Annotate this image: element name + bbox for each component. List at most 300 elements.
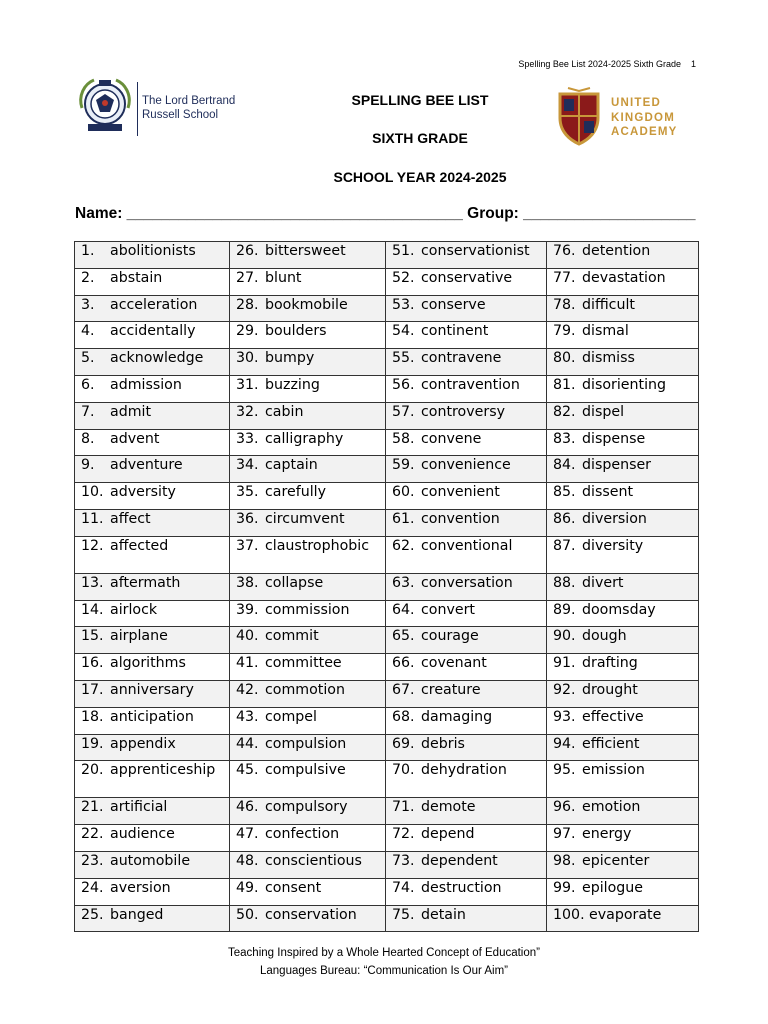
table-row (75, 375, 699, 402)
list-title: SPELLING BEE LIST (351, 92, 489, 108)
word-cell (75, 825, 230, 852)
table-row (75, 573, 699, 600)
word-text: convenience (421, 457, 511, 474)
word-number: 66. (392, 655, 415, 672)
word-text: airlock (110, 601, 158, 618)
word-number: 36. (236, 510, 259, 527)
word-cell (75, 536, 230, 573)
word-number: 86. (553, 510, 576, 527)
word-number: 64. (392, 601, 415, 618)
word-cell (386, 825, 547, 852)
footer-bureau: Languages Bureau: “Communication Is Our Aim” (259, 965, 508, 977)
word-number: 80. (553, 350, 576, 367)
word-cell (386, 268, 547, 295)
table-row (75, 322, 699, 349)
word-text: anniversary (110, 681, 194, 698)
word-text: adventure (110, 457, 183, 474)
table-row (75, 905, 699, 932)
word-number: 61. (392, 510, 415, 527)
word-text: damaging (421, 708, 493, 725)
word-number: 96. (553, 799, 576, 816)
word-text: epicenter (582, 852, 650, 869)
word-cell (230, 268, 386, 295)
table-row (75, 878, 699, 905)
word-text: buzzing (265, 376, 320, 393)
word-cell (75, 707, 230, 734)
word-text: dough (582, 628, 627, 645)
word-text: divert (582, 574, 624, 591)
word-cell (547, 242, 699, 269)
word-cell (547, 456, 699, 483)
word-cell (386, 851, 547, 878)
word-text: bookmobile (265, 296, 348, 313)
word-number: 68. (392, 708, 415, 725)
word-number: 97. (553, 826, 576, 843)
table-row (75, 349, 699, 376)
word-number: 88. (553, 574, 576, 591)
table-row (75, 456, 699, 483)
word-text: detention (582, 243, 651, 259)
word-number: 6. (81, 376, 95, 393)
word-number: 87. (553, 537, 576, 554)
word-number: 67. (392, 681, 415, 698)
word-cell (75, 456, 230, 483)
word-text: emission (582, 762, 645, 779)
word-number: 21. (81, 799, 104, 816)
word-text: dismal (582, 323, 629, 340)
word-text: drafting (582, 655, 638, 672)
word-number: 57. (392, 403, 415, 420)
word-text: evaporate (589, 906, 662, 923)
word-number: 46. (236, 799, 259, 816)
word-text: audience (110, 826, 175, 843)
word-number: 93. (553, 708, 576, 725)
word-cell (547, 322, 699, 349)
word-number: 98. (553, 852, 576, 869)
word-cell (547, 268, 699, 295)
word-number: 22. (81, 826, 104, 843)
table-row (75, 654, 699, 681)
word-number: 5. (81, 350, 95, 367)
word-number: 70. (392, 762, 415, 779)
word-text: contravene (421, 350, 502, 367)
table-row (75, 509, 699, 536)
word-text: banged (110, 906, 164, 923)
word-number: 56. (392, 376, 415, 393)
word-cell (230, 627, 386, 654)
word-number: 12. (81, 537, 104, 554)
table-row (75, 798, 699, 825)
word-text: abolitionists (110, 243, 196, 259)
word-cell (75, 878, 230, 905)
word-number: 50. (236, 906, 259, 923)
word-cell (386, 627, 547, 654)
table-row (75, 295, 699, 322)
word-text: compulsion (265, 735, 347, 752)
word-cell (230, 483, 386, 510)
word-cell (75, 798, 230, 825)
word-number: 82. (553, 403, 576, 420)
word-text: advent (110, 430, 160, 447)
word-cell (547, 798, 699, 825)
word-text: artificial (110, 799, 168, 816)
word-number: 37. (236, 537, 259, 554)
word-text: convenient (421, 484, 500, 501)
word-text: conservationist (421, 243, 530, 259)
word-text: convention (421, 510, 500, 527)
word-cell (75, 349, 230, 376)
academy-name-line3: ACADEMY (611, 126, 678, 138)
word-text: affected (110, 537, 169, 554)
word-number: 38. (236, 574, 259, 591)
word-cell (547, 402, 699, 429)
word-cell (230, 295, 386, 322)
word-cell (230, 242, 386, 269)
word-number: 2. (81, 269, 95, 286)
word-cell (230, 322, 386, 349)
word-number: 42. (236, 681, 259, 698)
word-cell (386, 905, 547, 932)
word-number: 77. (553, 269, 576, 286)
running-header (518, 59, 696, 69)
word-text: doomsday (582, 601, 656, 618)
word-cell (75, 851, 230, 878)
word-cell (547, 654, 699, 681)
word-cell (75, 268, 230, 295)
word-text: difficult (582, 296, 635, 313)
word-number: 53. (392, 296, 415, 313)
word-number: 1. (81, 243, 95, 259)
word-number: 71. (392, 799, 415, 816)
word-cell (386, 429, 547, 456)
word-cell (386, 734, 547, 761)
word-text: collapse (265, 574, 324, 591)
word-text: conversation (421, 574, 513, 591)
word-cell (386, 707, 547, 734)
word-text: bumpy (265, 350, 315, 367)
word-cell (386, 402, 547, 429)
page-number: 1 (690, 59, 696, 69)
word-text: diversion (582, 510, 647, 527)
word-number: 75. (392, 906, 415, 923)
word-number: 23. (81, 852, 104, 869)
word-text: compel (265, 708, 317, 725)
word-number: 28. (236, 296, 259, 313)
word-number: 32. (236, 403, 259, 420)
school-name (142, 94, 235, 122)
word-number: 47. (236, 826, 259, 843)
word-text: apprenticeship (110, 762, 216, 779)
school-crest-icon (74, 74, 136, 140)
word-cell (75, 402, 230, 429)
word-text: creature (421, 681, 481, 698)
word-text: abstain (110, 269, 163, 286)
word-text: covenant (421, 655, 487, 672)
word-text: affect (110, 510, 151, 527)
word-text: blunt (265, 269, 302, 286)
word-text: adversity (110, 484, 176, 501)
academy-name (611, 96, 678, 140)
word-cell (547, 509, 699, 536)
word-text: appendix (110, 735, 176, 752)
word-number: 10. (81, 484, 104, 501)
word-number: 41. (236, 655, 259, 672)
word-text: automobile (110, 852, 191, 869)
word-text: claustrophobic (265, 537, 370, 554)
word-text: algorithms (110, 655, 186, 672)
word-number: 76. (553, 243, 576, 259)
word-cell (547, 707, 699, 734)
word-number: 19. (81, 735, 104, 752)
word-text: aftermath (110, 574, 181, 591)
word-text: consent (265, 879, 322, 896)
word-text: destruction (421, 879, 502, 896)
word-cell (75, 509, 230, 536)
word-number: 3. (81, 296, 95, 313)
word-text: conventional (421, 537, 513, 554)
word-number: 59. (392, 457, 415, 474)
word-cell (386, 600, 547, 627)
word-number: 34. (236, 457, 259, 474)
word-cell (230, 734, 386, 761)
word-text: debris (421, 735, 465, 752)
word-text: anticipation (110, 708, 194, 725)
table-row (75, 483, 699, 510)
word-text: efficient (582, 735, 640, 752)
word-text: conservative (421, 269, 513, 286)
word-number: 81. (553, 376, 576, 393)
word-text: compulsive (265, 762, 346, 779)
word-cell (547, 349, 699, 376)
word-number: 33. (236, 430, 259, 447)
word-text: dispense (582, 430, 646, 447)
word-number: 83. (553, 430, 576, 447)
word-number: 69. (392, 735, 415, 752)
word-cell (547, 429, 699, 456)
word-number: 16. (81, 655, 104, 672)
word-cell (230, 905, 386, 932)
word-cell (230, 429, 386, 456)
word-number: 52. (392, 269, 415, 286)
school-year-title: SCHOOL YEAR 2024-2025 (333, 169, 507, 185)
word-number: 79. (553, 323, 576, 340)
word-cell (386, 798, 547, 825)
word-cell (75, 375, 230, 402)
word-cell (547, 825, 699, 852)
word-text: depend (421, 826, 475, 843)
word-number: 44. (236, 735, 259, 752)
table-row (75, 402, 699, 429)
word-text: commotion (265, 681, 345, 698)
word-number: 100. (553, 906, 585, 923)
word-cell (386, 536, 547, 573)
word-number: 90. (553, 628, 576, 645)
table-row (75, 429, 699, 456)
word-number: 84. (553, 457, 576, 474)
word-text: commission (265, 601, 350, 618)
word-cell (75, 429, 230, 456)
word-text: dissent (582, 484, 634, 501)
word-cell (386, 654, 547, 681)
word-number: 45. (236, 762, 259, 779)
word-number: 72. (392, 826, 415, 843)
word-cell (75, 680, 230, 707)
word-text: dismiss (582, 350, 635, 367)
table-row (75, 600, 699, 627)
word-cell (230, 851, 386, 878)
table-row (75, 268, 699, 295)
word-cell (230, 349, 386, 376)
word-cell (75, 322, 230, 349)
word-cell (547, 536, 699, 573)
word-cell (547, 627, 699, 654)
word-cell (230, 680, 386, 707)
footer (0, 944, 768, 980)
school-name-line1: The Lord Bertrand (142, 95, 236, 107)
word-cell (230, 402, 386, 429)
word-number: 40. (236, 628, 259, 645)
word-cell (75, 295, 230, 322)
word-number: 24. (81, 879, 104, 896)
table-row (75, 680, 699, 707)
table-row (75, 734, 699, 761)
word-cell (230, 509, 386, 536)
table-row (75, 536, 699, 573)
lord-bertrand-russell-logo (74, 74, 244, 140)
academy-name-line1: UNITED (611, 97, 662, 109)
word-number: 30. (236, 350, 259, 367)
table-row (75, 242, 699, 269)
word-text: contravention (421, 376, 520, 393)
word-number: 94. (553, 735, 576, 752)
word-text: carefully (265, 484, 327, 501)
running-header-text: Spelling Bee List 2024-2025 Sixth Grade (518, 59, 681, 69)
word-cell (230, 761, 386, 798)
word-text: acceleration (110, 296, 198, 313)
word-text: drought (582, 681, 638, 698)
word-text: disorienting (582, 376, 667, 393)
word-cell (547, 600, 699, 627)
word-cell (547, 573, 699, 600)
word-number: 48. (236, 852, 259, 869)
word-cell (386, 456, 547, 483)
word-text: conscientious (265, 852, 362, 869)
word-number: 43. (236, 708, 259, 725)
word-text: effective (582, 708, 644, 725)
word-cell (230, 654, 386, 681)
word-text: admission (110, 376, 182, 393)
word-number: 18. (81, 708, 104, 725)
word-cell (230, 456, 386, 483)
word-cell (547, 375, 699, 402)
word-number: 27. (236, 269, 259, 286)
word-cell (547, 851, 699, 878)
word-text: dehydration (421, 762, 507, 779)
word-cell (75, 600, 230, 627)
word-number: 31. (236, 376, 259, 393)
word-cell (75, 627, 230, 654)
word-cell (230, 798, 386, 825)
word-number: 29. (236, 323, 259, 340)
word-cell (75, 242, 230, 269)
word-number: 99. (553, 879, 576, 896)
word-text: circumvent (265, 510, 345, 527)
word-text: cabin (265, 403, 304, 420)
word-cell (75, 573, 230, 600)
word-cell (230, 375, 386, 402)
word-number: 73. (392, 852, 415, 869)
word-text: conserve (421, 296, 486, 313)
word-number: 65. (392, 628, 415, 645)
word-cell (386, 509, 547, 536)
word-cell (386, 761, 547, 798)
word-cell (75, 483, 230, 510)
word-text: compulsory (265, 799, 348, 816)
word-cell (230, 573, 386, 600)
word-text: continent (421, 323, 489, 340)
word-cell (386, 349, 547, 376)
word-text: dispel (582, 403, 625, 420)
word-number: 9. (81, 457, 95, 474)
word-cell (386, 375, 547, 402)
word-cell (547, 295, 699, 322)
word-cell (230, 878, 386, 905)
word-number: 39. (236, 601, 259, 618)
word-text: airplane (110, 628, 168, 645)
word-cell (75, 734, 230, 761)
word-cell (230, 600, 386, 627)
word-cell (386, 878, 547, 905)
word-text: calligraphy (265, 430, 344, 447)
word-cell (547, 761, 699, 798)
word-cell (230, 707, 386, 734)
word-text: epilogue (582, 879, 644, 896)
word-text: admit (110, 403, 152, 420)
word-text: captain (265, 457, 318, 474)
word-number: 51. (392, 243, 415, 259)
name-group-line: Name: _______________________________________ Group: ____________________ (75, 205, 696, 222)
word-text: confection (265, 826, 340, 843)
school-name-line2: Russell School (142, 109, 219, 121)
word-cell (547, 905, 699, 932)
word-text: dependent (421, 852, 498, 869)
word-cell (547, 680, 699, 707)
word-number: 92. (553, 681, 576, 698)
word-cell (547, 483, 699, 510)
word-number: 78. (553, 296, 576, 313)
word-cell (386, 573, 547, 600)
word-text: bittersweet (265, 243, 346, 259)
word-text: accidentally (110, 323, 196, 340)
word-number: 58. (392, 430, 415, 447)
word-number: 7. (81, 403, 95, 420)
word-cell (230, 536, 386, 573)
word-number: 14. (81, 601, 104, 618)
word-text: controversy (421, 403, 505, 420)
word-number: 8. (81, 430, 95, 447)
word-cell (386, 295, 547, 322)
word-cell (386, 680, 547, 707)
word-number: 35. (236, 484, 259, 501)
word-text: emotion (582, 799, 641, 816)
word-cell (547, 878, 699, 905)
word-number: 26. (236, 243, 259, 259)
word-number: 74. (392, 879, 415, 896)
word-cell (386, 483, 547, 510)
table-row (75, 761, 699, 798)
word-cell (75, 905, 230, 932)
word-number: 20. (81, 762, 104, 779)
